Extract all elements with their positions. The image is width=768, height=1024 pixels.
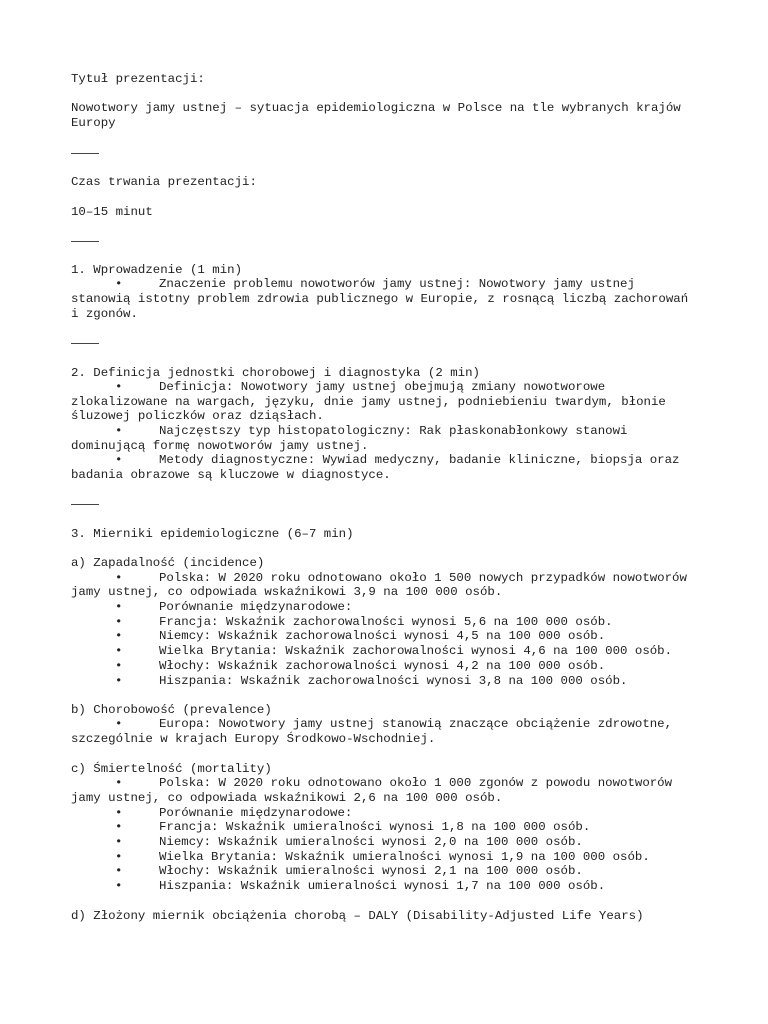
section-2-bullet-3: Metody diagnostyczne: Wywiad medyczny, badanie kliniczne, biopsja oraz	[159, 453, 680, 467]
list-item: Hiszpania: Wskaźnik umieralności wynosi 1,7 na 100 000 osób.	[159, 879, 606, 893]
list-item: Włochy: Wskaźnik umieralności wynosi 2,1 na 100 000 osób.	[159, 864, 583, 878]
section-2-bullet-2-cont: dominującą formę nowotworów jamy ustnej.	[71, 439, 369, 453]
list-item: Hiszpania: Wskaźnik zachorowalności wynosi 3,8 na 100 000 osób.	[159, 674, 628, 688]
bullet: •	[115, 424, 123, 438]
list-item: Francja: Wskaźnik zachorowalności wynosi 5,6 na 100 000 osób.	[159, 615, 613, 629]
separator	[71, 343, 99, 344]
section-1-bullet-1-cont: stanowią istotny problem zdrowia publicznego w Europie, z rosnącą liczbą zachorowań	[71, 292, 689, 306]
list-item: Niemcy: Wskaźnik zachorowalności wynosi 4,5 na 100 000 osób.	[159, 629, 606, 643]
list-item: Porównanie międzynarodowe:	[159, 806, 353, 820]
list-item: Wielka Brytania: Wskaźnik umieralności wynosi 1,9 na 100 000 osób.	[159, 850, 650, 864]
bullet: •	[115, 835, 123, 849]
duration-value: 10–15 minut	[71, 205, 153, 219]
subsection-c-bullet-1: Polska: W 2020 roku odnotowano około 1 000 zgonów z powodu nowotworów	[159, 776, 673, 790]
separator	[71, 153, 99, 154]
section-2-bullet-1: Definicja: Nowotwory jamy ustnej obejmują zmiany nowotworowe	[159, 380, 606, 394]
section-3-heading: 3. Mierniki epidemiologiczne (6–7 min)	[71, 527, 354, 541]
list-item: Francja: Wskaźnik umieralności wynosi 1,8 na 100 000 osób.	[159, 820, 591, 834]
bullet: •	[115, 453, 123, 467]
section-2-bullet-1-cont: zlokalizowane na wargach, języku, dnie jamy ustnej, podniebieniu twardym, błonie	[71, 395, 666, 409]
subsection-a-heading: a) Zapadalność (incidence)	[71, 556, 265, 570]
section-2-heading: 2. Definicja jednostki chorobowej i diagnostyka (2 min)	[71, 366, 480, 380]
bullet: •	[115, 717, 123, 731]
bullet: •	[115, 850, 123, 864]
bullet: •	[115, 600, 123, 614]
list-item: Włochy: Wskaźnik zachorowalności wynosi 4,2 na 100 000 osób.	[159, 659, 606, 673]
subsection-c-heading: c) Śmiertelność (mortality)	[71, 762, 272, 776]
title-line-2: Europy	[71, 116, 116, 130]
subsection-a-bullet-1: Polska: W 2020 roku odnotowano około 1 500 nowych przypadków nowotworów	[159, 571, 687, 585]
section-2-bullet-2: Najczęstszy typ histopatologiczny: Rak płaskonabłonkowy stanowi	[159, 424, 628, 438]
separator	[71, 241, 99, 242]
subsection-c-bullet-1-cont: jamy ustnej, co odpowiada wskaźnikowi 2,6 na 100 000 osób.	[71, 791, 503, 805]
bullet: •	[115, 864, 123, 878]
section-1-heading: 1. Wprowadzenie (1 min)	[71, 263, 243, 277]
section-1-bullet-1: Znaczenie problemu nowotworów jamy ustnej: Nowotwory jamy ustnej	[159, 277, 635, 291]
bullet: •	[115, 571, 123, 585]
section-1-bullet-1-cont: i zgonów.	[71, 307, 138, 321]
bullet: •	[115, 820, 123, 834]
bullet: •	[115, 644, 123, 658]
subsection-d-heading: d) Złożony miernik obciążenia chorobą – DALY (Disability-Adjusted Life Years)	[71, 909, 644, 923]
bullet: •	[115, 615, 123, 629]
title-label: Tytuł prezentacji:	[71, 72, 205, 86]
subsection-b-bullet-1-cont: szczególnie w krajach Europy Środkowo-Wschodniej.	[71, 732, 436, 746]
subsection-a-bullet-1-cont: jamy ustnej, co odpowiada wskaźnikowi 3,9 na 100 000 osób.	[71, 585, 503, 599]
list-item: Porównanie międzynarodowe:	[159, 600, 353, 614]
bullet: •	[115, 674, 123, 688]
bullet: •	[115, 806, 123, 820]
bullet: •	[115, 380, 123, 394]
bullet: •	[115, 879, 123, 893]
bullet: •	[115, 277, 123, 291]
separator	[71, 504, 99, 505]
list-item: Niemcy: Wskaźnik umieralności wynosi 2,0 na 100 000 osób.	[159, 835, 583, 849]
bullet: •	[115, 629, 123, 643]
duration-label: Czas trwania prezentacji:	[71, 175, 257, 189]
subsection-b-heading: b) Chorobowość (prevalence)	[71, 703, 272, 717]
list-item: Wielka Brytania: Wskaźnik zachorowalności wynosi 4,6 na 100 000 osób.	[159, 644, 673, 658]
bullet: •	[115, 776, 123, 790]
bullet: •	[115, 659, 123, 673]
section-2-bullet-3-cont: badania obrazowe są kluczowe w diagnostyce.	[71, 468, 391, 482]
title-line-1: Nowotwory jamy ustnej – sytuacja epidemiologiczna w Polsce na tle wybranych krajów	[71, 101, 681, 115]
subsection-b-bullet-1: Europa: Nowotwory jamy ustnej stanowią znaczące obciążenie zdrowotne,	[159, 717, 673, 731]
section-2-bullet-1-cont: śluzowej policzków oraz dziąsłach.	[71, 409, 324, 423]
